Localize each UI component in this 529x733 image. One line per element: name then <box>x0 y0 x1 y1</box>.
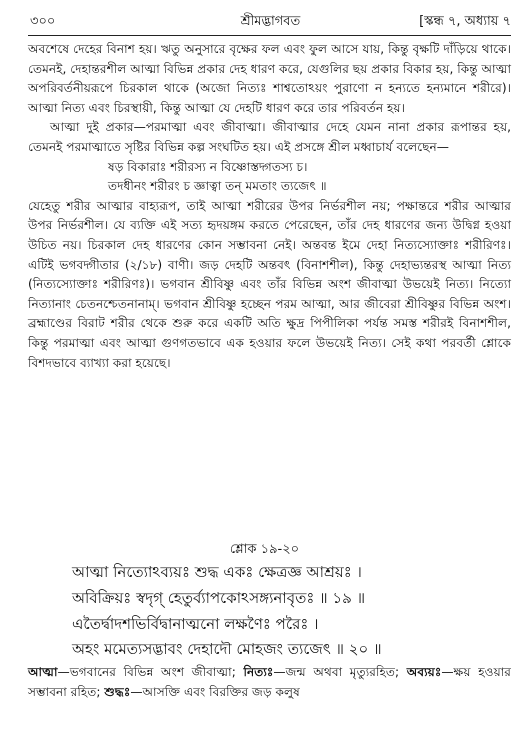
section-reference: [স্কন্ধ ৭, অধ্যায় ৭ <box>419 14 511 29</box>
sloka-line-4: অহং মমেত্যসদ্ভাবং দেহাদৌ মোহজং ত্যজেৎ ॥ ২০ ॥ <box>72 640 382 659</box>
synonym-meaning: ক্ষয় হওয়ার সম্ভাবনা রহিত; <box>28 665 512 699</box>
quote-line-1: ষড় বিকারাঃ শরীরস্য ন বিষ্ণোস্তদ্গতস্য চ। <box>108 159 308 174</box>
sloka-line-3: এতৈর্দ্বাদশভির্বিদ্বানাত্মনো লক্ষণৈঃ পরৈঃ । <box>72 614 319 633</box>
sloka-line-2: অবিক্রিয়ঃ স্বদৃগ্ হেতুর্ব্যাপকোঽসঙ্গ্যনাবৃতঃ ॥ ১৯ ॥ <box>72 588 366 607</box>
paragraph-3: যেহেতু শরীর আত্মার বাহ্যরূপ, তাই আত্মা শরীরের উপর নির্ভরশীল নয়; পক্ষান্তরে শরীর আত্মার উপর নির্ভরশীল। যে ব্যক্তি এই সত্য হৃদয়ঙ্গম করতে পেরেছেন, তাঁর দেহ ধারণের জন্য উদ্বিগ্ন হওয়া উচিত নয়। চিরকাল দেহ ধারণের কোন সম্ভাবনা নেই। অন্তবন্ত ইমে দেহা নিত্যস্যোক্তাঃ শরীরিণঃ। এটিই ভগবদ্গীতার (২/১৮) বাণী। জড় দেহটি অন্তবৎ (বিনাশশীল), কিন্তু দেহাভ্যন্তরস্থ আত্মা নিত্য (নিত্যস্যোক্তাঃ শরীরিণঃ)। ভগবান শ্রীবিষ্ণু এবং তাঁর বিভিন্ন অংশ জীবাত্মা উভয়েই নিত্য। নিত্যো নিত্যানাং চেতনশ্চেতনানাম্। ভগবান শ্রীবিষ্ণু হচ্ছেন পরম আত্মা, আর জীবেরা শ্রীবিষ্ণুর বিভিন্ন অংশ। ব্রহ্মাণ্ডের বিরাট শরীর থেকে শুরু করে একটি অতি ক্ষুদ্র পিপীলিকা পর্যন্ত সমস্ত শরীরই বিনাশশীল, কিন্তু পরমাত্মা এবং আত্মা গুণগতভাবে এক হওয়ার ফলে উভয়েই নিত্য। সেই কথা পরবর্তী শ্লোকে বিশদভাবে ব্যাখ্যা করা হয়েছে। <box>28 198 511 370</box>
synonym-meaning: আসক্তি এবং বিরক্তির জড় কলুষ <box>142 684 300 699</box>
book-title: শ্রীমদ্ভাগবত <box>240 14 301 29</box>
paragraph-2: আত্মা দুই প্রকার—পরমাত্মা এবং জীবাত্মা। জীবাত্মার দেহে যেমন নানা প্রকার রূপান্তর হয়, তেমনই পরমাত্মাতে সৃষ্টির বিভিন্ন কল্প সংঘটিত হয়। এই প্রসঙ্গে শ্রীল মধ্বাচার্য বলেছেন— <box>28 120 511 154</box>
synonym-term: অব্যয়ঃ <box>406 665 442 679</box>
word-meanings: আত্মা—ভগবানের বিভিন্ন অংশ জীবাত্মা; নিত্যঃ—জন্ম অথবা মৃত্যুরহিত; অব্যয়ঃ—ক্ষয় হওয়ার সম্ভাবনা রহিত; শুদ্ধঃ—আসক্তি এবং বিরক্তির জড় কলুষ <box>28 665 512 699</box>
synonym-term: আত্মা <box>28 665 58 679</box>
synonym-meaning: ভগবানের বিভিন্ন অংশ জীবাত্মা; <box>69 665 236 679</box>
running-header <box>30 10 511 32</box>
sloka-heading: শ্লোক ১৯-২০ <box>229 542 300 557</box>
synonym-term: শুদ্ধঃ <box>104 684 131 699</box>
purport-body <box>28 40 511 373</box>
synonym-meaning: জন্ম অথবা মৃত্যুরহিত; <box>285 665 400 679</box>
header-rule <box>28 35 511 36</box>
quote-line-2: তদধীনং শরীরং চ জ্ঞাত্বা তন্ মমতাং ত্যজেৎ ॥ <box>108 179 327 194</box>
synonym-term: নিত্যঃ <box>243 665 274 679</box>
madhva-quote <box>108 158 511 197</box>
page-number: ৩০০ <box>30 14 56 29</box>
sloka-line-1: আত্মা নিত্যোঽব্যয়ঃ শুদ্ধ একঃ ক্ষেত্রজ্ঞ আশ্রয়ঃ । <box>72 563 362 581</box>
sloka-text <box>72 560 517 663</box>
paragraph-1: অবশেষে দেহের বিনাশ হয়। ঋতু অনুসারে বৃক্ষের ফল এবং ফুল আসে যায়, কিন্তু বৃক্ষটি দাঁড়িয়ে থাকে। তেমনই, দেহান্তরশীল আত্মা বিভিন্ন প্রকার দেহ ধারণ করে, যেগুলির ছয় প্রকার বিকার হয়, কিন্তু আত্মা অপরিবর্তনীয়রূপে চিরকাল থাকে (অজো নিত্যঃ শাশ্বতোঽয়ং পুরাণো ন হন্যতে হন্যমানে শরীরে)। আত্মা নিত্য এবং চিরস্থায়ী, কিন্তু আত্মা যে দেহটি ধারণ করে তার পরিবর্তন হয়। <box>28 42 511 115</box>
